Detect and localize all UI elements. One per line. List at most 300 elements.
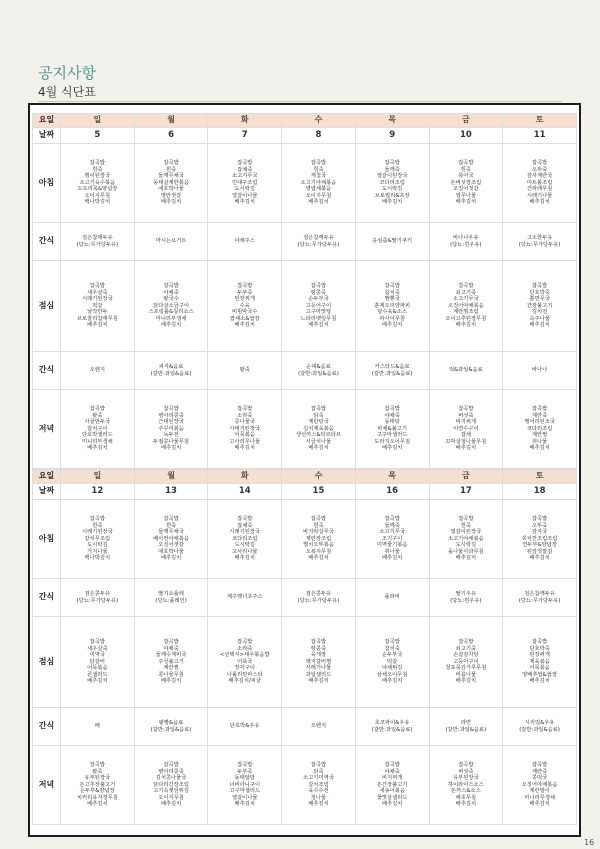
meal-row [33, 617, 577, 708]
menu-cell [282, 500, 356, 579]
menu-item: 이면수구이 [453, 425, 479, 432]
menu-item: 흰죽 [460, 522, 471, 529]
menu-item: 오징어야채볶음 [521, 781, 558, 788]
menu-item: 버섯죽 [458, 768, 474, 775]
menu-cell [282, 390, 356, 469]
menu-item: 배추김치 [529, 555, 550, 562]
menu-item: 된장찌개 [234, 296, 255, 303]
menu-item: 배추김치 [308, 445, 329, 452]
date-cell: 6 [134, 128, 208, 144]
menu-item: 팥국수 [163, 296, 179, 303]
menu-cell [503, 144, 577, 223]
menu-item: 건파래무침 [526, 186, 553, 193]
meal-label: 아침 [33, 500, 61, 579]
menu-item: 야채죽 [384, 412, 400, 419]
menu-item: 육개장 [310, 652, 327, 659]
menu-item: 잡곡밥 [384, 159, 400, 166]
menu-item: (갈반:과일&음료) [298, 370, 339, 377]
menu-cell [61, 352, 135, 390]
menu-item: 배추김치 [529, 199, 550, 206]
meal-row [33, 261, 577, 352]
day-header-row [33, 114, 577, 128]
menu-item: 배추김치 [308, 555, 329, 562]
menu-item: 배추김치 [529, 445, 550, 452]
menu-table-week-2 [32, 469, 577, 825]
menu-item: 영엽채볶음 [305, 186, 332, 193]
meal-label: 저녁 [33, 390, 61, 469]
menu-item: 배추김치 [381, 322, 403, 329]
menu-item: 훈제오리양파피 [374, 302, 411, 309]
menu-cell [134, 261, 208, 352]
menu-item: 손살감자탕 [453, 652, 479, 659]
menu-item: 열무나물 [455, 192, 477, 199]
meal-label: 아침 [33, 144, 61, 223]
menu-item: 잡곡밥 [384, 761, 400, 768]
meal-row [33, 352, 577, 390]
menu-cell [503, 500, 577, 579]
menu-item: 장각구이 [234, 665, 255, 672]
menu-item: 돌나물사과무침 [447, 548, 484, 555]
menu-item: 너비아니구이 [229, 781, 261, 788]
menu-cell [355, 390, 429, 469]
menu-item: 명란젓갈 [160, 192, 182, 199]
menu-item: 콘샐러드 [87, 671, 108, 678]
menu-item: 배추김치/피클 [228, 678, 261, 685]
meal-label: 점심 [33, 261, 61, 352]
menu-item: 단호박샐러드 [82, 432, 113, 439]
date-cell: 16 [355, 484, 429, 500]
menu-item: 배추김치 [234, 199, 255, 206]
menu-item: 땅콩죽 [310, 645, 327, 652]
menu-item: 어묵볶음 [529, 665, 550, 672]
menu-item: 땅콩죽 [310, 289, 327, 296]
menu-item: 계란말이 [529, 788, 550, 795]
meal-row [33, 708, 577, 746]
menu-item: 재첩국 [310, 173, 327, 180]
menu-cell [503, 261, 577, 352]
menu-cell [61, 708, 135, 746]
menu-cell [355, 144, 429, 223]
menu-item: 삼채오이무침 [376, 671, 408, 678]
menu-item: 참치죽 [384, 289, 400, 296]
menu-item: 닭갈비 [89, 658, 106, 665]
menu-item: 흰죽 [165, 522, 177, 529]
menu-item: 잡곡밥 [237, 515, 253, 522]
menu-item: 멸치오뚜볶음 [303, 542, 334, 549]
menu-item: 팥죽 [239, 367, 250, 374]
day-label: 요일 [33, 114, 61, 128]
menu-item: 잡곡밥 [531, 515, 548, 522]
menu-item: 고기속잿잎튀김 [153, 788, 189, 795]
menu-item: 스프링롤&칠리소스 [148, 309, 194, 316]
menu-item: 시래기된장국 [82, 296, 113, 303]
menu-item: 잡곡밥 [163, 405, 179, 412]
menu-cell [282, 617, 356, 708]
menu-cell [355, 261, 429, 352]
menu-item: 딸기우유 [455, 590, 477, 597]
menu-item: 들깨죽 [384, 166, 400, 173]
menu-item: 잡곡밥 [237, 761, 253, 768]
menu-item: 닭죽 [313, 768, 324, 775]
day-of-week: 월 [134, 114, 208, 128]
menu-cell [282, 352, 356, 390]
meal-row [33, 579, 577, 617]
menu-item: 느타리뱃잎무침 [300, 315, 337, 322]
menu-cell [429, 390, 503, 469]
menu-item: 야채죽 [163, 645, 179, 652]
menu-item: 콩나물무침 [158, 671, 184, 678]
menu-item: 배추김치 [529, 678, 550, 685]
menu-item: 미니리부생채 [155, 315, 187, 322]
date-cell: 9 [355, 128, 429, 144]
menu-item: (갈반:과일&음료) [371, 726, 413, 733]
menu-item: 열갈이된장국 [376, 173, 408, 180]
menu-item: 검은콩두유 [305, 590, 332, 597]
menu-item: 잡곡밥 [89, 515, 106, 522]
menu-item: 오이지무침 [305, 192, 332, 199]
menu-item: 취나물 [384, 548, 400, 555]
menu-item: 들깨수제비국 [155, 652, 187, 659]
menu-item: 사태기된장국 [229, 425, 261, 432]
menu-item: 배추김치 [381, 801, 403, 808]
menu-item: 배추김치 [160, 678, 182, 685]
menu-item: 쌈채소&쌈장 [229, 315, 260, 322]
menu-item: 제육볶음 [529, 658, 550, 665]
menu-item: 콩나물국 [234, 419, 255, 426]
menu-item: 닭죽 [313, 412, 324, 419]
menu-item: 잡곡밥 [384, 282, 400, 289]
menu-item: 잡곡밥 [310, 761, 327, 768]
menu-cell [429, 144, 503, 223]
menu-item: (갈반:과일&음료) [371, 370, 413, 377]
menu-item: 코다리조림 [231, 535, 258, 542]
menu-item: 배추김치 [455, 445, 477, 452]
menu-item: 마시는요거트 [155, 238, 187, 245]
menu-cell [134, 144, 208, 223]
day-of-week: 일 [61, 114, 135, 128]
date-cell: 13 [134, 484, 208, 500]
menu-item: 잡채죽 [237, 522, 253, 529]
day-of-week: 화 [208, 114, 282, 128]
menu-cell [282, 223, 356, 261]
menu-item: 수육 [239, 302, 250, 309]
menu-item: 양배추쌈&쌈장 [522, 671, 558, 678]
menu-item: 배추김치 [160, 555, 182, 562]
menu-item: 계란죽 [531, 768, 548, 775]
menu-item: 배추김치 [87, 678, 108, 685]
menu-item: 배추김치 [160, 322, 182, 329]
menu-item: 바지락살무국 [303, 529, 334, 536]
menu-item: 새우살죽 [87, 645, 108, 652]
menu-item: 동태알탕 [234, 775, 255, 782]
menu-item: 된장젓깔김 [526, 548, 553, 555]
menu-item: 흰죽 [165, 166, 177, 173]
menu-cell [61, 390, 135, 469]
menu-item: 검은콩두유 [84, 590, 111, 597]
menu-item: 소고기야채볶음 [447, 535, 484, 542]
menu-item: 플라비 [384, 594, 400, 601]
menu-cell [503, 617, 577, 708]
menu-item: 김치전 [531, 309, 548, 316]
menu-item: (당뇨:무가당두유) [518, 241, 561, 248]
menu-item: 잡곡밥 [458, 282, 474, 289]
menu-cell [429, 500, 503, 579]
menu-cell [61, 579, 135, 617]
menu-cell [61, 223, 135, 261]
menu-item: 오렌지 [310, 723, 327, 730]
menu-item: 새송이볶음 [379, 788, 405, 795]
menu-item: 고소한두유 [526, 234, 553, 241]
menu-item: 녹두전 [163, 432, 179, 439]
meal-label: 간식 [33, 352, 61, 390]
menu-item: 배추김치 [308, 678, 329, 685]
menu-item: 열갈이나물 [231, 192, 258, 199]
menu-item: 팥죽 [92, 768, 103, 775]
menu-cell [355, 746, 429, 825]
menu-item: 떡갈 [92, 302, 103, 309]
menu-item: 소고기야채볶음 [300, 179, 337, 186]
menu-item: 잡곡밥 [458, 638, 474, 645]
menu-item: 잡곡밥 [310, 405, 327, 412]
date-cell: 11 [503, 128, 577, 144]
menu-item: 시래기된장국 [82, 529, 113, 536]
menu-cell [355, 500, 429, 579]
menu-item: 배추김치 [87, 801, 108, 808]
menu-cell [61, 500, 135, 579]
menu-item: 계란탕국 [308, 419, 329, 426]
date-cell: 15 [282, 484, 356, 500]
menu-item: 잡곡밥 [458, 515, 474, 522]
menu-item: 돈버섯장조림 [450, 179, 482, 186]
menu-cell [429, 223, 503, 261]
menu-item: 유부된장국 [453, 775, 479, 782]
menu-cell [355, 617, 429, 708]
menu-item: 잡곡밥 [310, 638, 327, 645]
menu-item: 제주햇녀초주스 [226, 594, 263, 601]
menu-cell [503, 579, 577, 617]
date-row [33, 128, 577, 144]
menu-item: 흰죽 [92, 166, 103, 173]
menu-cell [61, 746, 135, 825]
menu-item: 순대&음료 [306, 363, 331, 370]
menu-item: 배추김치 [381, 445, 403, 452]
menu-item: 단호박죽 [529, 289, 550, 296]
menu-item: 들깨죽 [384, 522, 400, 529]
day-of-week: 목 [355, 114, 429, 128]
day-label: 요일 [33, 470, 61, 484]
menu-item: 돈간장불고기 [376, 781, 408, 788]
menu-item: 비지찌개 [381, 775, 403, 782]
menu-item: 잡곡밥 [237, 405, 253, 412]
menu-item: 꽃맛살샐러드 [376, 794, 408, 801]
menu-item: 배추김치 [160, 199, 182, 206]
menu-cell [208, 352, 282, 390]
date-cell: 10 [429, 128, 503, 144]
menu-item: 들깨무채국 [158, 529, 184, 536]
menu-item: 바나나 [531, 367, 548, 374]
menu-item: 떡&과일&음료 [448, 367, 483, 374]
menu-item: 시래기나물 [526, 192, 553, 199]
menu-item: 배추김치 [381, 678, 403, 685]
menu-item: 잡곡밥 [531, 282, 548, 289]
meal-row [33, 746, 577, 825]
menu-item: (갈반:과일&음료) [150, 370, 192, 377]
day-of-week: 수 [282, 114, 356, 128]
menu-item: 북어국 [458, 173, 474, 180]
menu-cell [503, 708, 577, 746]
menu-cell [282, 579, 356, 617]
menu-item: 도시락김 [234, 186, 255, 193]
menu-item: 도시락김 [455, 542, 477, 549]
menu-item: 백나박김치 [84, 199, 111, 206]
menu-cell [134, 390, 208, 469]
menu-cell [429, 352, 503, 390]
meal-label: 저녁 [33, 746, 61, 825]
day-of-week: 토 [503, 114, 577, 128]
menu-cell [61, 261, 135, 352]
menu-item: 잡곡밥 [163, 159, 179, 166]
menu-item: 잡곡밥 [89, 405, 106, 412]
menu-item: 단호박&우유 [229, 723, 260, 730]
menu-item: 오징어젓갈 [453, 186, 479, 193]
menu-item: 잡곡밥 [310, 159, 327, 166]
menu-item: 가지나물 [87, 548, 108, 555]
menu-item: (당뇨:흰우유) [450, 597, 482, 604]
meal-label: 간식 [33, 579, 61, 617]
menu-cell [355, 708, 429, 746]
meal-label: 간식 [33, 708, 61, 746]
menu-item: 감자국 [531, 529, 548, 536]
menu-item: 미역국 [89, 652, 106, 659]
date-label: 날짜 [33, 128, 61, 144]
menu-item: 잡곡밥 [89, 761, 106, 768]
menu-item: 계란찜 [163, 665, 179, 672]
menu-item: 주상불고기 [158, 658, 184, 665]
menu-item: 코다리조림 [379, 179, 405, 186]
menu-item: (당뇨:무가당두유) [297, 241, 340, 248]
menu-item: 소고기무국 [231, 173, 258, 180]
menu-cell [208, 617, 282, 708]
menu-item: 베이컨야채볶음 [153, 535, 189, 542]
menu-item: 배추김치 [529, 322, 550, 329]
menu-item: 쇠고기죽 [455, 289, 477, 296]
menu-item: 오복지무침 [305, 548, 332, 555]
menu-item: (갈반:과일&음료) [150, 726, 192, 733]
menu-item: 팥죽 [92, 412, 103, 419]
menu-item: 흰죽 [460, 166, 471, 173]
menu-item: 배추김치 [455, 678, 477, 685]
menu-item: 간장불고기 [526, 302, 553, 309]
menu-item: 새우살죽 [87, 289, 108, 296]
menu-item: 검은참깨두유 [524, 590, 555, 597]
menu-item: 쫄면무국 [529, 296, 550, 303]
menu-cell [208, 261, 282, 352]
menu-item: 배추김치 [234, 555, 255, 562]
menu-item: 도토리묵&양념장 [77, 186, 118, 193]
menu-item: 취나물 [531, 438, 548, 445]
menu-cell [503, 223, 577, 261]
menu-item: 계란찜조림 [453, 309, 479, 316]
menu-item: 배추김치 [381, 555, 403, 562]
menu-cell [208, 500, 282, 579]
menu-item: 피자&음료 [158, 363, 184, 370]
menu-item: 비빔막국수 [231, 309, 258, 316]
menu-cell [208, 390, 282, 469]
meal-label: 간식 [33, 223, 61, 261]
menu-item: 애호박나물 [158, 548, 184, 555]
menu-item: 미역줄기볶음 [376, 542, 408, 549]
menu-item: 숙주나물 [529, 315, 550, 322]
menu-item: 시리얼&우유 [524, 719, 555, 726]
menu-item: 야채튀김 [381, 665, 403, 672]
menu-item: 잡곡밥 [458, 159, 474, 166]
menu-item: 연두부&양념장 [522, 542, 558, 549]
menu-item: 소라죽 [237, 645, 253, 652]
menu-cell [134, 500, 208, 579]
menu-item: 잡채죽 [237, 166, 253, 173]
menu-item: 두절콩나물무침 [153, 438, 189, 445]
menu-cell [355, 352, 429, 390]
menu-item: 탕수육&소스 [377, 309, 408, 316]
meal-row [33, 144, 577, 223]
day-of-week: 수 [282, 470, 356, 484]
menu-item: 조기구이 [381, 535, 403, 542]
menu-item: 은두부&양념장 [79, 788, 115, 795]
day-of-week: 일 [61, 470, 135, 484]
menu-item: 잡곡밥 [384, 515, 400, 522]
menu-item: (당뇨:무가당두유) [76, 597, 119, 604]
menu-item: 두부죽 [237, 289, 253, 296]
menu-item: (당뇨:흰우유) [450, 241, 482, 248]
menu-item: 배추김치 [308, 801, 329, 808]
menu-item: 버섯죽 [458, 412, 474, 419]
menu-item: 잡곡밥 [237, 282, 253, 289]
menu-cell [429, 617, 503, 708]
date-cell: 17 [429, 484, 503, 500]
menu-item: 오이지무침 [84, 192, 111, 199]
menu-item: 배추김치 [381, 199, 403, 206]
menu-item: 계란장조림 [305, 535, 332, 542]
menu-item: 감자계란국 [526, 173, 553, 180]
title-divider [38, 101, 562, 102]
menu-item: 계란찜 [531, 432, 548, 439]
menu-item: 고등어구이 [305, 302, 332, 309]
menu-item: 돼지갈비찜 [305, 658, 332, 665]
menu-item: 검은참깨두유 [82, 234, 113, 241]
menu-item: 고구마샐러드 [229, 788, 261, 795]
menu-cell [208, 223, 282, 261]
menu-item: 잡곡밥 [89, 159, 106, 166]
menu-item: 소고기미역국 [303, 775, 334, 782]
menu-item: 잡곡밥 [531, 405, 548, 412]
menu-cell [355, 579, 429, 617]
menu-item: 김치콩나물국 [155, 775, 187, 782]
menu-item: 잡곡밥 [384, 405, 400, 412]
menu-item: 짬뽕국 [384, 296, 400, 303]
menu-item: 배추김치 [455, 322, 477, 329]
menu-item: 사골만두국 [84, 419, 111, 426]
menu-item: 비지찌개 [455, 419, 477, 426]
menu-item: 병아리콩죽 [158, 412, 184, 419]
menu-item: 열갈이나물 [231, 794, 258, 801]
day-of-week: 화 [208, 470, 282, 484]
menu-item: 오뚜죽 [531, 166, 548, 173]
menu-item: 갈치무조림 [84, 535, 111, 542]
menu-item: 배추김치 [455, 199, 477, 206]
menu-item: 잡곡밥 [163, 638, 179, 645]
menu-item: <선택식>새우볶음밥 [219, 652, 270, 659]
menu-item: 흰죽 [92, 522, 103, 529]
